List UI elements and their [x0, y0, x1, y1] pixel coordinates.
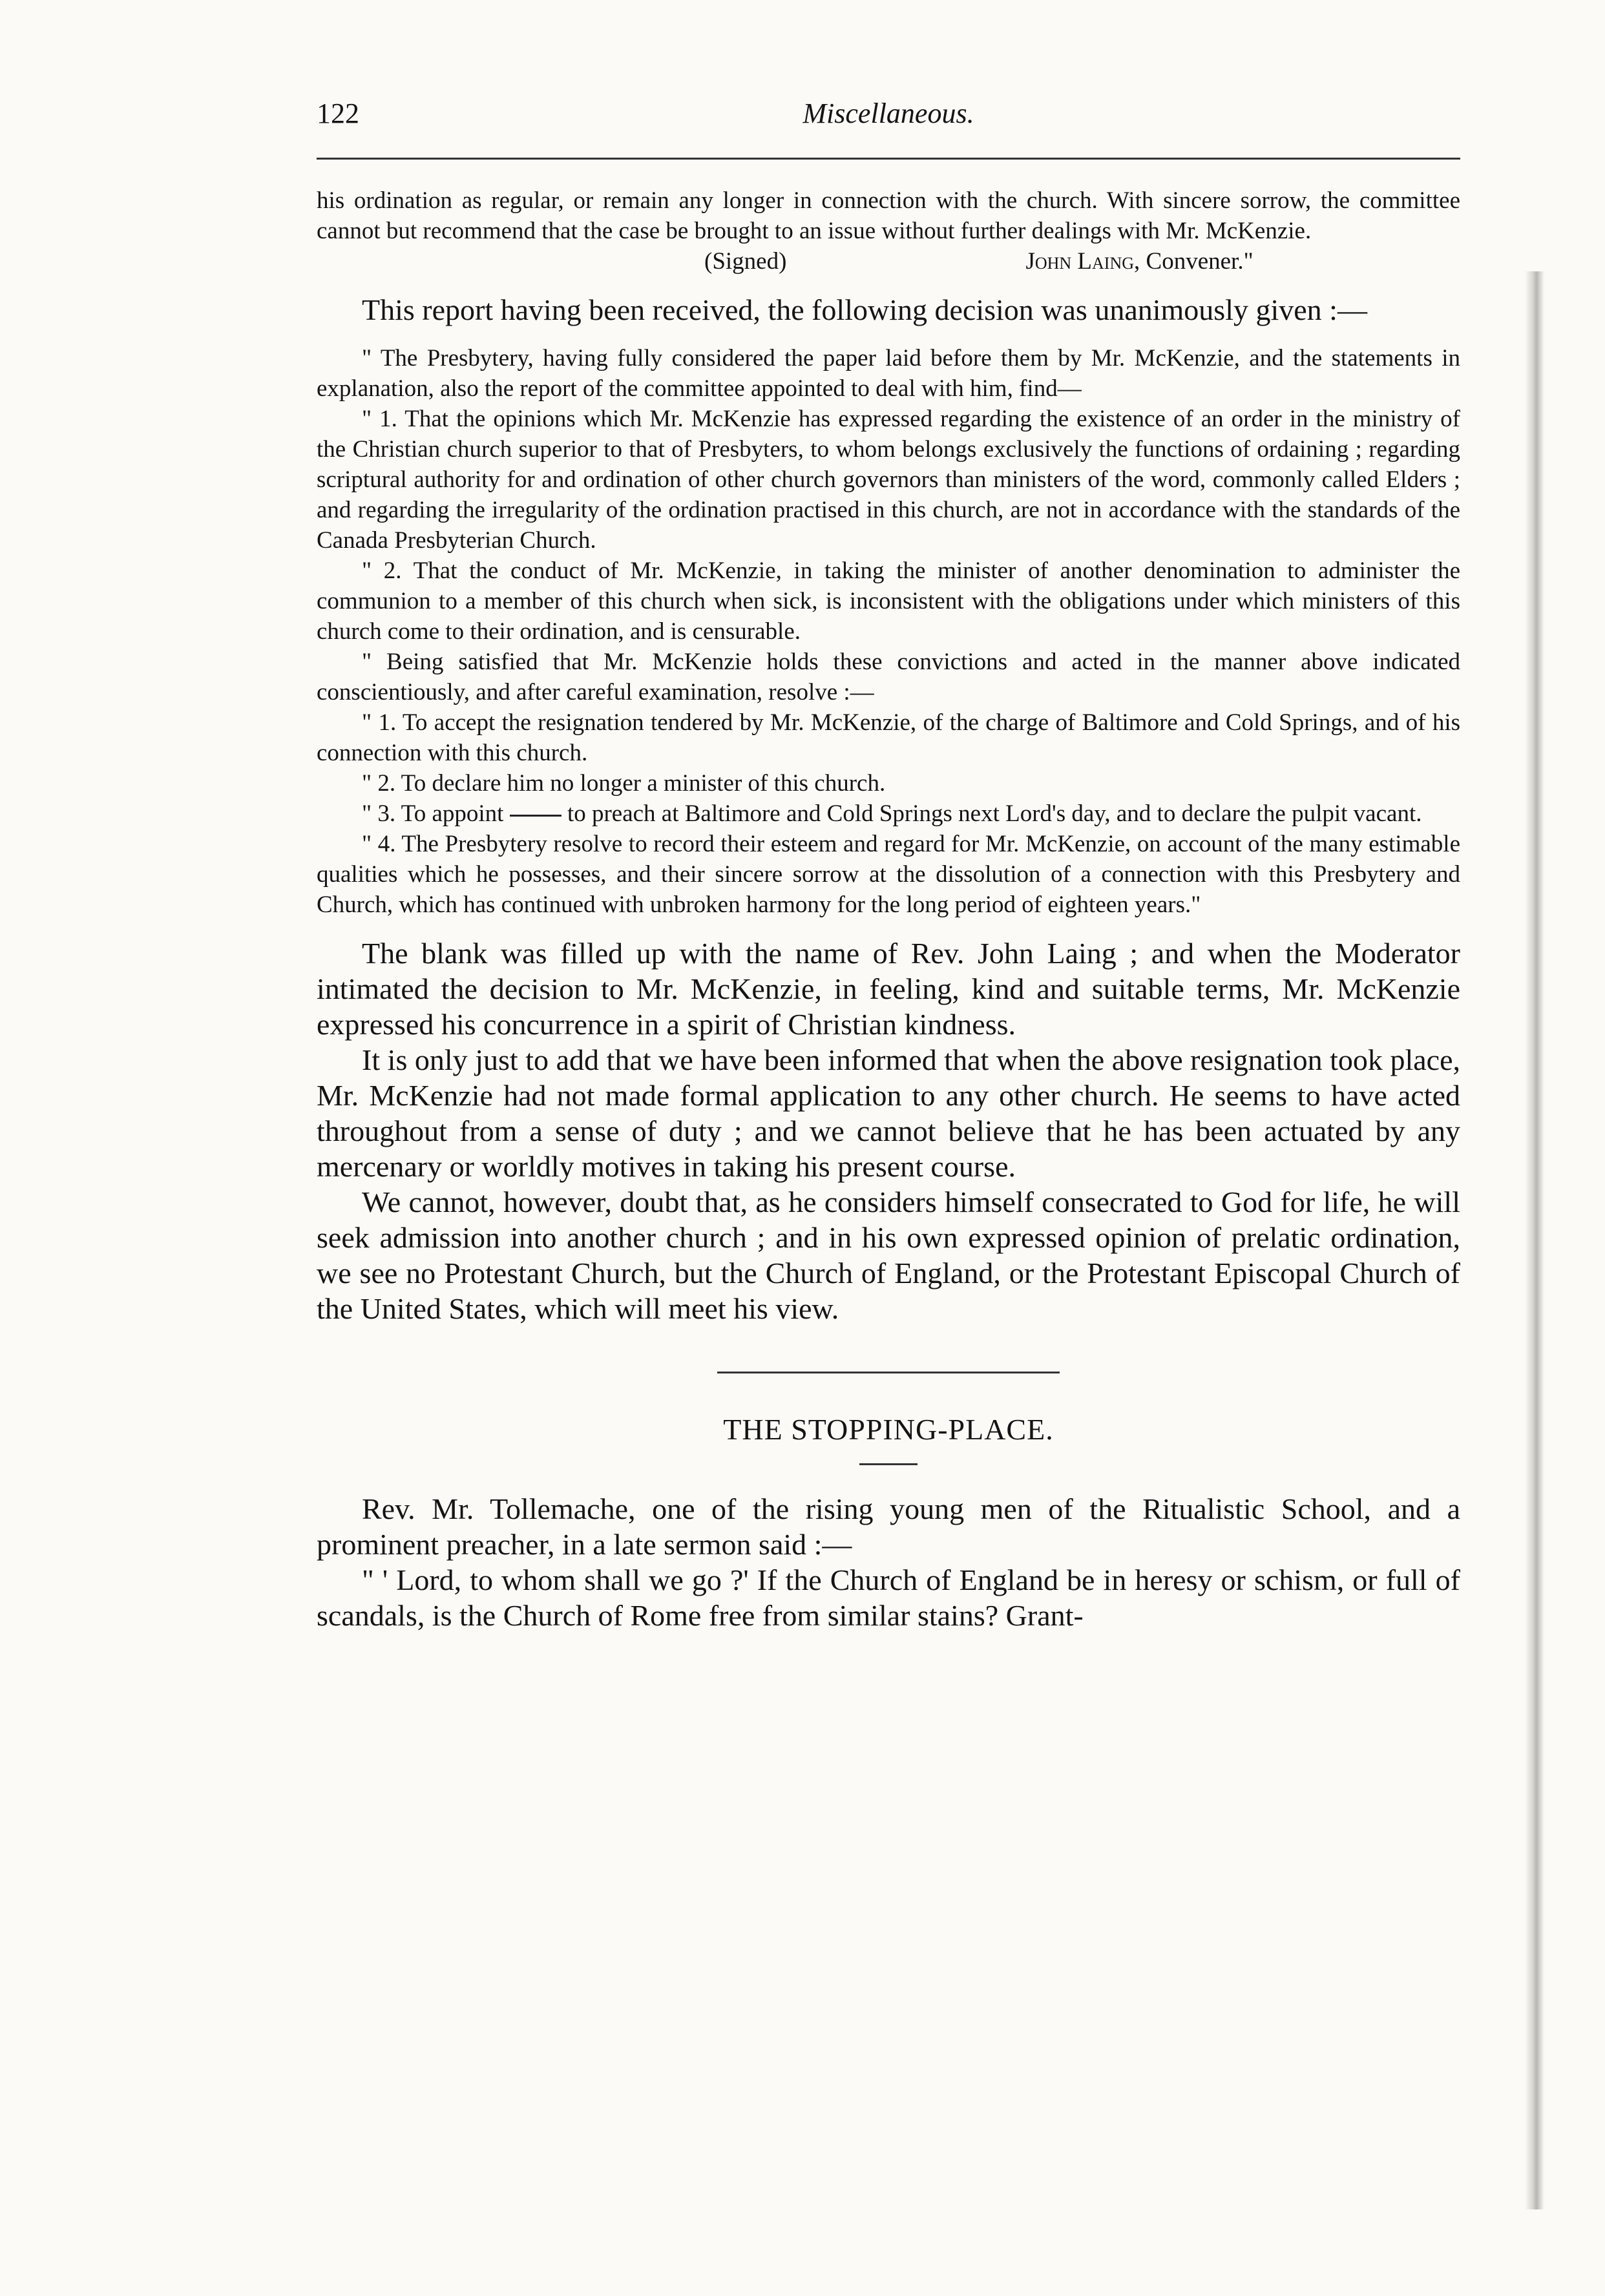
finding-2: " 2. That the conduct of Mr. McKenzie, in taking the minister of another denomination to administer the communion to a member of this church when sick, is inconsistent with the obligations under which ministers of this church come to their ordination, and is censurable. [317, 558, 1460, 645]
resolution-2: " 2. To declare him no longer a minister of this church. [362, 770, 886, 797]
page-number: 122 [317, 98, 359, 129]
signer-name: John Laing [1025, 248, 1135, 275]
section-title: THE STOPPING-PLACE. [723, 1413, 1054, 1446]
being-satisfied: " Being satisfied that Mr. McKenzie holds these convictions and acted in the manner above indicated conscientiously, and after careful examination, resolve :— [317, 649, 1460, 705]
resolution-1: " 1. To accept the resignation tendered by Mr. McKenzie, of the charge of Baltimore and Cold Springs, and of his connection with this church. [317, 709, 1460, 766]
presbytery-intro: " The Presbytery, having fully considered the paper laid before them by Mr. McKenzie, and the statements in explanation, also the report of the committee appointed to deal with him, find— [317, 345, 1460, 402]
section-divider [717, 1372, 1060, 1373]
report-received-paragraph: This report having been received, the following decision was unanimously given :— [362, 293, 1367, 326]
we-cannot-paragraph: We cannot, however, doubt that, as he considers himself consecrated to God for life, he will seek admission into another church ; and in his own expressed opinion of prelatic ordination, we see no Protestant Church, but the Church of England, or the Protestant Episcopal Church of the United States, which will meet his view. [317, 1185, 1460, 1325]
signed-label: (Signed) [704, 248, 787, 275]
resolution-3-end: to preach at Baltimore and Cold Springs next Lord's day, and to declare the pulpit vacant. [567, 800, 1422, 827]
page-edge-shadow [1525, 271, 1544, 2209]
signer-title: , Convener." [1134, 248, 1254, 275]
report-continuation: his ordination as regular, or remain any longer in connection with the church. With sincere sorrow, the committee cannot but recommend that the case be brought to an issue without further dealings with Mr. McKenzie. [317, 187, 1460, 244]
blank-line [510, 815, 561, 817]
page-header [317, 97, 1460, 142]
title-rule [859, 1463, 918, 1465]
signature-line [317, 246, 1460, 277]
blank-filled-paragraph: The blank was filled up with the name of Rev. John Laing ; and when the Moderator intimated the decision to Mr. McKenzie, in feeling, kind and suitable terms, Mr. McKenzie expressed his concurrence in a spirit of Christian kindness. [317, 937, 1460, 1041]
signer [1025, 246, 1253, 277]
section-paragraph-1: Rev. Mr. Tollemache, one of the rising young men of the Ritualistic School, and a prominent preacher, in a late sermon said :— [317, 1492, 1460, 1561]
running-title: Miscellaneous. [802, 98, 974, 129]
resolution-3 [317, 798, 1460, 829]
page [317, 97, 1460, 1633]
header-rule [317, 158, 1460, 160]
resolution-4: " 4. The Presbytery resolve to record their esteem and regard for Mr. McKenzie, on account of the many estimable qualities which he possesses, and their sincere sorrow at the dissolution of a connection with this Presbytery and Church, which has continued with unbroken harmony for the long period of eighteen years." [317, 831, 1460, 918]
finding-1: " 1. That the opinions which Mr. McKenzie has expressed regarding the existence of an order in the ministry of the Christian church superior to that of Presbyters, to whom belongs exclusively the functions of ordaining ; regarding scriptural authority for and ordination of other church governors than ministers of the word, commonly called Elders ; and regarding the irregularity of the ordination practised in this church, are not in accordance with the standards of the Canada Presbyterian Church. [317, 406, 1460, 554]
resolution-3-start: " 3. To appoint [362, 800, 504, 827]
section-paragraph-2: " ' Lord, to whom shall we go ?' If the Church of England be in heresy or schism, or full of scandals, is the Church of Rome free from similar stains? Grant- [317, 1563, 1460, 1632]
only-just-paragraph: It is only just to add that we have been informed that when the above resignation took place, Mr. McKenzie had not made formal application to any other church. He seems to have acted throughout from a sense of duty ; and we cannot believe that he has been actuated by any mercenary or worldly motives in taking his present course. [317, 1043, 1460, 1183]
